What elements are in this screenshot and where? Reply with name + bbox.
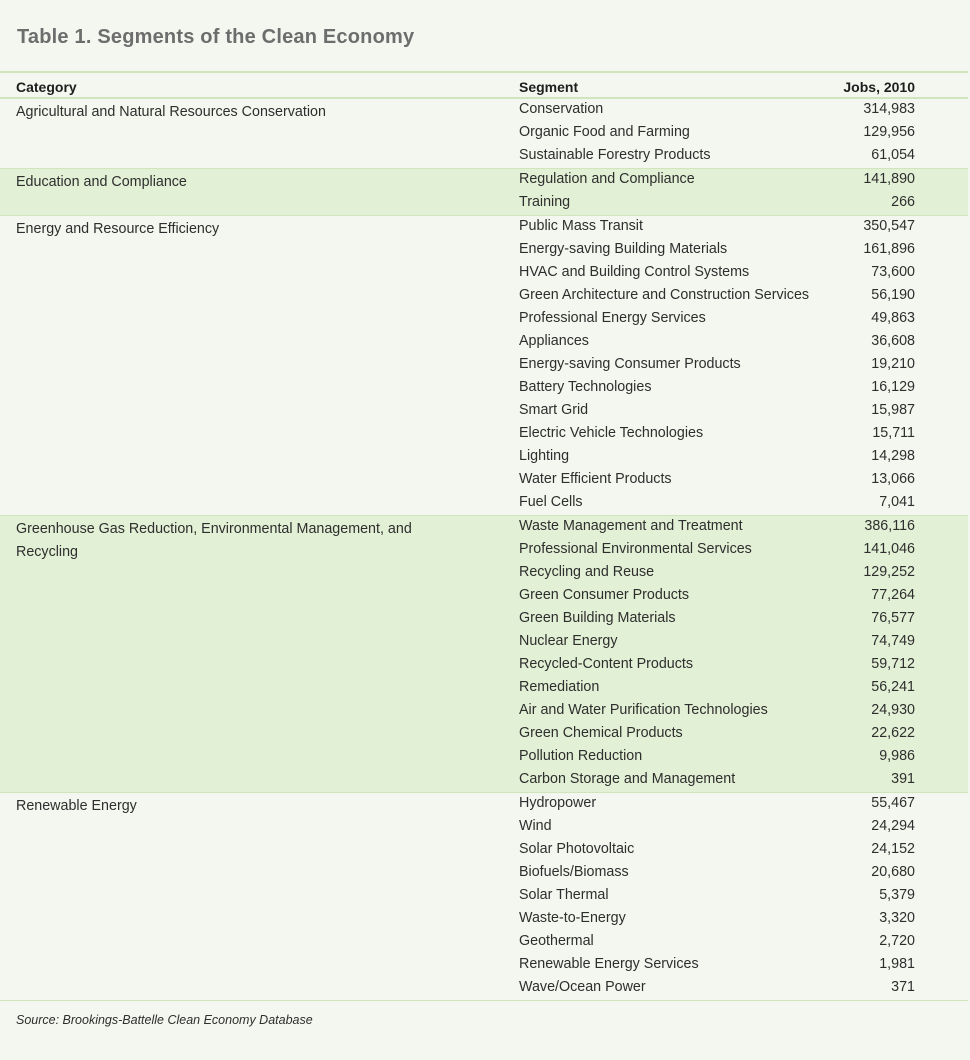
table-row xyxy=(0,423,968,446)
category-group xyxy=(0,169,968,216)
column-header-segment: Segment xyxy=(519,79,579,95)
table-row xyxy=(0,862,968,885)
jobs-cell: 141,046 xyxy=(863,541,915,557)
table-row xyxy=(0,746,968,769)
table-row xyxy=(0,677,968,700)
jobs-cell: 386,116 xyxy=(864,518,915,534)
jobs-cell: 266 xyxy=(891,194,915,210)
segment-cell: Solar Thermal xyxy=(519,887,609,903)
jobs-cell: 73,600 xyxy=(871,264,915,280)
table-row xyxy=(0,585,968,608)
jobs-cell: 1,981 xyxy=(879,956,915,972)
jobs-cell: 74,749 xyxy=(871,633,915,649)
segment-cell: Recycled-Content Products xyxy=(519,656,694,672)
category-group xyxy=(0,99,968,169)
segment-cell: Lighting xyxy=(519,448,570,464)
jobs-cell: 9,986 xyxy=(879,748,915,764)
table-row xyxy=(0,816,968,839)
table-row xyxy=(0,492,968,515)
segment-cell: Green Building Materials xyxy=(519,610,676,626)
segment-cell: HVAC and Building Control Systems xyxy=(519,264,750,280)
jobs-cell: 5,379 xyxy=(879,887,915,903)
jobs-cell: 76,577 xyxy=(871,610,915,626)
table-row xyxy=(0,562,968,585)
jobs-cell: 14,298 xyxy=(871,448,915,464)
table-row xyxy=(0,539,968,562)
segment-cell: Professional Energy Services xyxy=(519,310,706,326)
table-row xyxy=(0,400,968,423)
source-note: Source: Brookings-Battelle Clean Economy Database xyxy=(16,1013,313,1027)
category-group xyxy=(0,793,968,1001)
table-row xyxy=(0,216,968,239)
table-row xyxy=(0,631,968,654)
jobs-cell: 2,720 xyxy=(879,933,915,949)
jobs-cell: 19,210 xyxy=(871,356,915,372)
category-group xyxy=(0,516,968,793)
jobs-cell: 49,863 xyxy=(871,310,915,326)
segment-cell: Wind xyxy=(519,818,552,834)
table-row xyxy=(0,331,968,354)
segment-cell: Fuel Cells xyxy=(519,494,583,510)
jobs-cell: 24,152 xyxy=(871,841,915,857)
jobs-cell: 24,294 xyxy=(871,818,915,834)
segment-cell: Waste-to-Energy xyxy=(519,910,626,926)
table-row xyxy=(0,654,968,677)
jobs-cell: 129,252 xyxy=(863,564,915,580)
segment-cell: Organic Food and Farming xyxy=(519,124,690,140)
segment-cell: Public Mass Transit xyxy=(519,218,643,234)
segment-cell: Green Architecture and Construction Services xyxy=(519,287,810,303)
table-header-row xyxy=(0,71,968,99)
table-row xyxy=(0,908,968,931)
segment-cell: Air and Water Purification Technologies xyxy=(519,702,768,718)
segment-cell: Appliances xyxy=(519,333,589,349)
segment-cell: Green Consumer Products xyxy=(519,587,690,603)
table-row xyxy=(0,931,968,954)
jobs-cell: 13,066 xyxy=(871,471,915,487)
category-label: Energy and Resource Efficiency xyxy=(16,221,220,237)
table-row xyxy=(0,885,968,908)
segment-cell: Green Chemical Products xyxy=(519,725,683,741)
segment-cell: Carbon Storage and Management xyxy=(519,771,736,787)
jobs-cell: 36,608 xyxy=(871,333,915,349)
table-row xyxy=(0,700,968,723)
segment-cell: Wave/Ocean Power xyxy=(519,979,646,995)
jobs-cell: 129,956 xyxy=(863,124,915,140)
jobs-cell: 16,129 xyxy=(871,379,915,395)
table-row xyxy=(0,446,968,469)
category-label: Greenhouse Gas Reduction, Environmental Management, and Recycling xyxy=(16,521,412,560)
jobs-cell: 59,712 xyxy=(871,656,915,672)
table-row xyxy=(0,723,968,746)
jobs-cell: 56,190 xyxy=(871,287,915,303)
segment-cell: Solar Photovoltaic xyxy=(519,841,635,857)
segment-cell: Biofuels/Biomass xyxy=(519,864,629,880)
segment-cell: Geothermal xyxy=(519,933,594,949)
jobs-cell: 141,890 xyxy=(863,171,915,187)
segment-cell: Renewable Energy Services xyxy=(519,956,699,972)
jobs-cell: 22,622 xyxy=(871,725,915,741)
jobs-cell: 55,467 xyxy=(871,795,915,811)
category-label: Renewable Energy xyxy=(16,798,137,814)
segment-cell: Electric Vehicle Technologies xyxy=(519,425,704,441)
segment-cell: Nuclear Energy xyxy=(519,633,618,649)
column-header-category: Category xyxy=(16,79,77,95)
table-row xyxy=(0,516,968,539)
segment-cell: Professional Environmental Services xyxy=(519,541,752,557)
table-row xyxy=(0,977,968,1000)
jobs-cell: 15,711 xyxy=(872,425,915,441)
jobs-cell: 61,054 xyxy=(871,147,915,163)
table-row xyxy=(0,308,968,331)
segment-cell: Training xyxy=(519,194,571,210)
category-label: Education and Compliance xyxy=(16,174,187,190)
segment-cell: Energy-saving Building Materials xyxy=(519,241,728,257)
table-row xyxy=(0,145,968,168)
jobs-cell: 371 xyxy=(891,979,915,995)
segment-cell: Waste Management and Treatment xyxy=(519,518,743,534)
table-row xyxy=(0,377,968,400)
table-row xyxy=(0,262,968,285)
jobs-cell: 20,680 xyxy=(871,864,915,880)
segment-cell: Water Efficient Products xyxy=(519,471,672,487)
jobs-cell: 7,041 xyxy=(879,494,915,510)
category-label: Agricultural and Natural Resources Conservation xyxy=(16,104,326,120)
table-row xyxy=(0,954,968,977)
jobs-cell: 56,241 xyxy=(871,679,915,695)
table-row xyxy=(0,769,968,792)
jobs-cell: 77,264 xyxy=(871,587,915,603)
table-row xyxy=(0,839,968,862)
table-row xyxy=(0,608,968,631)
table-row xyxy=(0,239,968,262)
column-header-jobs: Jobs, 2010 xyxy=(843,79,915,95)
jobs-cell: 161,896 xyxy=(863,241,915,257)
segment-cell: Sustainable Forestry Products xyxy=(519,147,711,163)
segments-table xyxy=(0,71,968,1001)
segment-cell: Smart Grid xyxy=(519,402,589,418)
segment-cell: Pollution Reduction xyxy=(519,748,643,764)
table-row xyxy=(0,169,968,192)
jobs-cell: 24,930 xyxy=(871,702,915,718)
table-row xyxy=(0,793,968,816)
table-row xyxy=(0,122,968,145)
segment-cell: Hydropower xyxy=(519,795,597,811)
jobs-cell: 391 xyxy=(891,771,915,787)
jobs-cell: 3,320 xyxy=(879,910,915,926)
table-row xyxy=(0,99,968,122)
segment-cell: Regulation and Compliance xyxy=(519,171,695,187)
jobs-cell: 15,987 xyxy=(871,402,915,418)
table-row xyxy=(0,285,968,308)
segment-cell: Conservation xyxy=(519,101,604,117)
jobs-cell: 350,547 xyxy=(863,218,915,234)
segment-cell: Battery Technologies xyxy=(519,379,652,395)
segment-cell: Remediation xyxy=(519,679,600,695)
table-row xyxy=(0,192,968,215)
table-row xyxy=(0,469,968,492)
table-row xyxy=(0,354,968,377)
table-title: Table 1. Segments of the Clean Economy xyxy=(17,26,415,48)
category-group xyxy=(0,216,968,516)
segment-cell: Recycling and Reuse xyxy=(519,564,655,580)
jobs-cell: 314,983 xyxy=(863,101,915,117)
segment-cell: Energy-saving Consumer Products xyxy=(519,356,741,372)
